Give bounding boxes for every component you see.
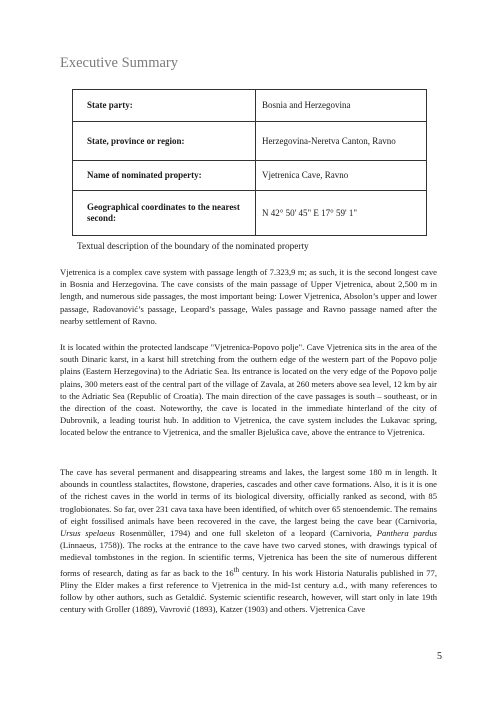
- section-title: Executive Summary: [60, 55, 178, 71]
- table-value-state-party: Bosnia and Herzegovina: [256, 90, 427, 122]
- table-label-coordinates: Geographical coordinates to the nearest second:: [73, 191, 256, 236]
- species-name-italic: Panthera pardus: [376, 528, 437, 539]
- table-label-region: State, province or region:: [73, 122, 256, 161]
- summary-table: [72, 89, 427, 236]
- table-value-coordinates: N 42° 50' 45" E 17° 59' 1": [256, 191, 427, 236]
- table-row: [73, 191, 427, 236]
- ordinal-superscript: th: [233, 565, 240, 574]
- species-name-italic: Ursus spelaeus: [60, 528, 115, 539]
- table-value-property-name: Vjetrenica Cave, Ravno: [256, 161, 427, 191]
- paragraph-location: It is located within the protected landscape "Vjetrenica-Popovo polje". Cave Vjetrenica sits in the area of the south Dinaric karst, in a karst hill stretching from the outhern edge of the western part of the Popovo polje plains (Eastern Herzegovina) to the Adriatic Sea. Its entrance is located on the very edge of the Popovo polje plains, 300 meters east of the central part of the village of Zavala, at 260 meters above sea level, 12 km by air to the Adriatic Sea (Republic of Croatia). The main direction of the cave passages is south – southeast, or in the direction of the coast. Noteworthy, the cave is located in the immediate hinterland of the city of Dubrovnik, a leading tourist hub. In addition to Vjetrenica, the cave system includes the Lukavac spring, located below the entrance to Vjetrenica, and the smaller Bjelušica cave, above the entrance to Vjetrenica.: [60, 342, 437, 438]
- page-number: 5: [437, 651, 442, 662]
- table-label-property-name: Name of nominated property:: [73, 161, 256, 191]
- paragraph-text: (Linnaeus, 1758)). The rocks at the entrance to the cave have two carved stones, with drawings typical of medieval tombstones in the region. In scientific terms, Vjetrenica has been the site of numerous different forms of research, dating as far as back to the 16: [60, 540, 437, 578]
- table-row: [73, 90, 427, 122]
- paragraph-cave-system: Vjetrenica is a complex cave system with passage length of 7.323,9 m; as such, it is the second longest cave in Bosnia and Herzegovina. The cave consists of the main passage of Upper Vjetrenica, about 2,500 m in length, and numerous side passages, the most important being: Lower Vjetrenica, Absolon’s upper and lower passage, Radovanović’s passage, Leopard’s passage, Wales passage and Ravno passage named after the nearby settlement of Ravno.: [60, 267, 437, 326]
- table-label-state-party: State party:: [73, 90, 256, 122]
- paragraph-text: The cave has several permanent and disappearing streams and lakes, the largest some 180 m in length. It abounds in countless stalactites, flowstone, draperies, cascades and other cave formations. Also, it is it is one of the richest caves in the world in terms of its biological diversity, officially ranked as second, with 85 troglobionates. So far, over 231 cava taxa have been identified, of whitch over 65 stenoendemic. The remains of eight fossilised animals have been recovered in the cave, the largest being the cave bear (Carnivoria,: [60, 467, 437, 526]
- table-row: [73, 161, 427, 191]
- paragraph-text: century. In his work Historia Naturalis published in 77, Pliny the Elder makes a first reference to Vjetrenica in the mid-1st century a.d., with many references to follow by other authors, such as Getaldić. Systemic scientific research, however, will start only in late 19th century with Groller (1889), Vavrović (1893), Katzer (1903) and others. Vjetrenica Cave: [60, 567, 437, 615]
- paragraph-features-research: [60, 466, 437, 615]
- paragraph-text: Rosenmüller, 1794) and one full skeleton of a leopard (Carnivoria,: [114, 528, 377, 539]
- boundary-subheading: Textual description of the boundary of the nominated property: [77, 242, 309, 252]
- table-row: [73, 122, 427, 161]
- table-value-region: Herzegovina-Neretva Canton, Ravno: [256, 122, 427, 161]
